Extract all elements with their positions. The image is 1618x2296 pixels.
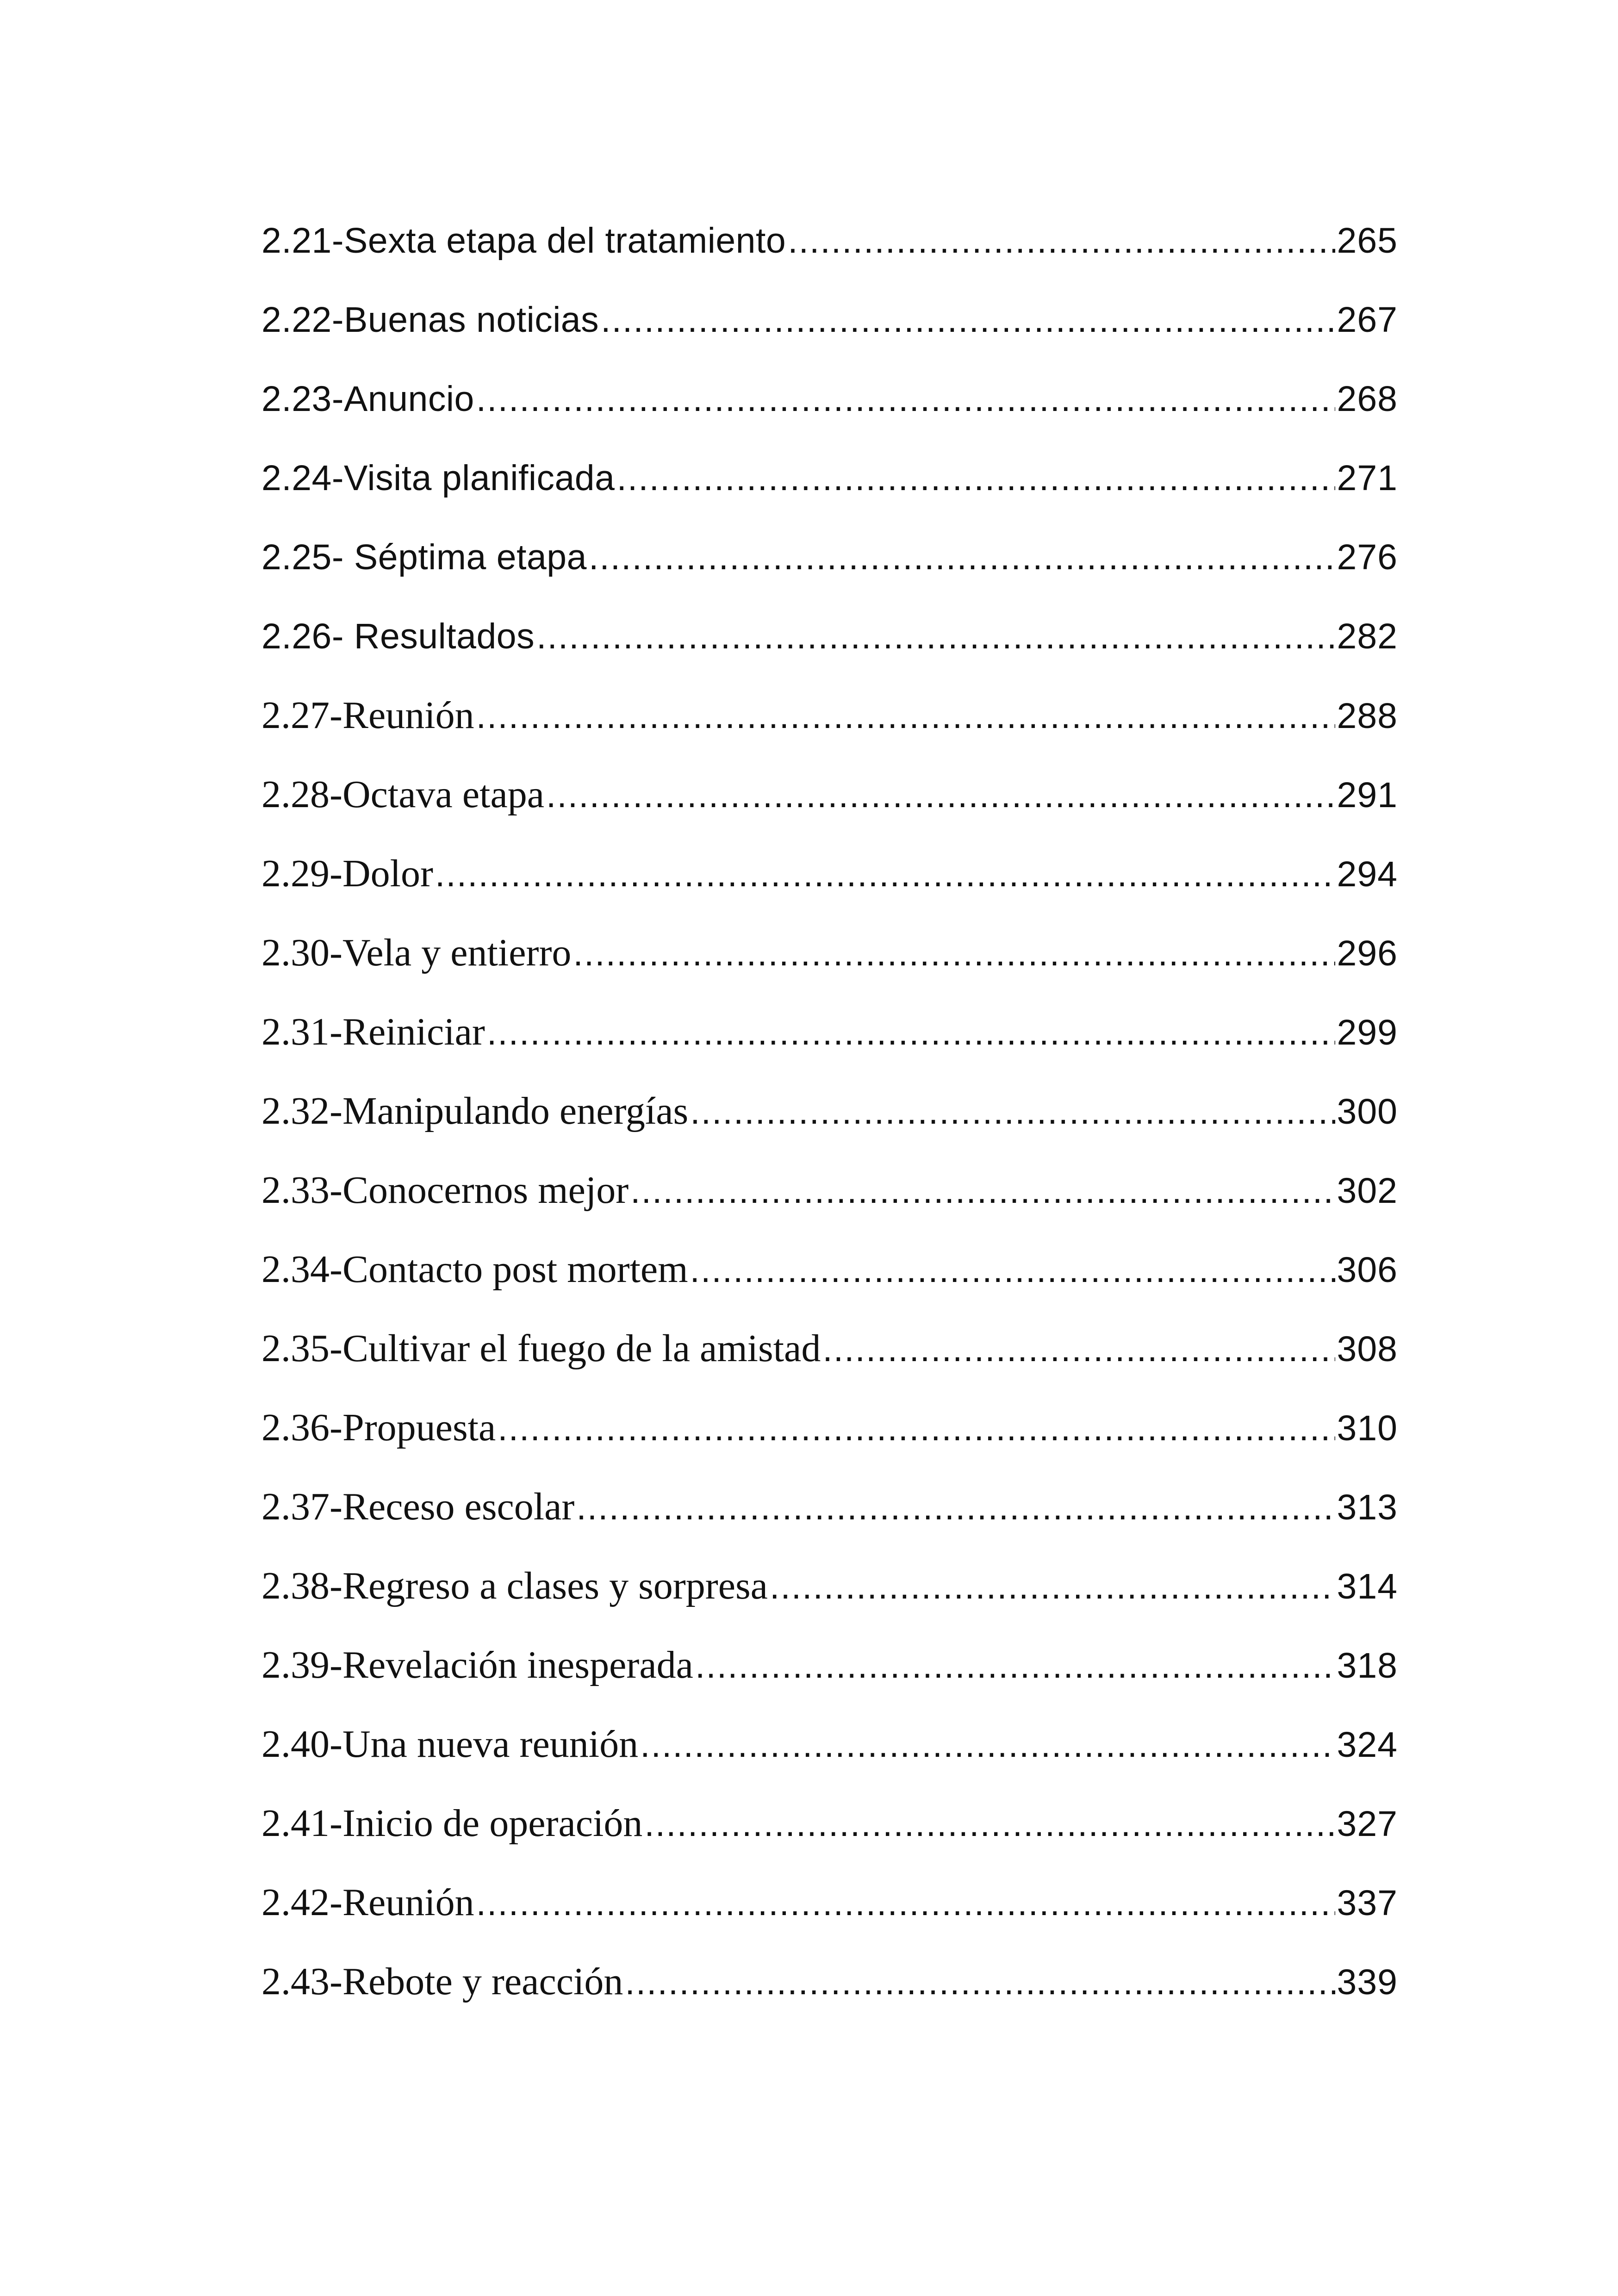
toc-entry-title: 2.21-Sexta etapa del tratamiento: [261, 221, 786, 261]
toc-dot-leader: [487, 1005, 1335, 1060]
toc-entry[interactable]: [261, 688, 1398, 767]
toc-dot-leader: [435, 846, 1335, 902]
toc-entry[interactable]: [261, 767, 1398, 846]
toc-entry[interactable]: [261, 925, 1398, 1004]
toc-entry-page: 324: [1337, 1725, 1398, 1765]
toc-entry-title: 2.34-Contacto post mortem: [261, 1248, 688, 1291]
toc-entry-page: 291: [1337, 775, 1398, 815]
toc-entry-page: 318: [1337, 1646, 1398, 1686]
toc-entry-page: 276: [1337, 537, 1398, 577]
toc-entry-title: 2.25- Séptima etapa: [261, 537, 587, 577]
toc-entry[interactable]: [261, 1717, 1398, 1796]
toc-entry[interactable]: [261, 529, 1398, 609]
toc-dot-leader: [690, 1084, 1335, 1139]
toc-entry-page: 271: [1337, 458, 1398, 498]
toc-entry[interactable]: [261, 1875, 1398, 1954]
toc-entry-page: 337: [1337, 1883, 1398, 1923]
toc-entry-page: 314: [1337, 1567, 1398, 1606]
toc-entry[interactable]: [261, 1400, 1398, 1479]
toc-entry[interactable]: [261, 213, 1398, 292]
toc-entry-page: 310: [1337, 1408, 1398, 1448]
toc-entry-page: 268: [1337, 379, 1398, 419]
toc-entry-title: 2.33-Conocernos mejor: [261, 1169, 629, 1212]
toc-dot-leader: [822, 1321, 1335, 1377]
toc-entry-page: 299: [1337, 1013, 1398, 1052]
toc-entry-page: 300: [1337, 1092, 1398, 1132]
toc-dot-leader: [476, 371, 1335, 427]
toc-dot-leader: [644, 1796, 1335, 1852]
toc-dot-leader: [601, 292, 1335, 348]
toc-entry-title: 2.37-Receso escolar: [261, 1485, 575, 1528]
toc-entry-title: 2.23-Anuncio: [261, 379, 474, 419]
toc-dot-leader: [616, 450, 1335, 506]
toc-entry-page: 313: [1337, 1487, 1398, 1527]
toc-entry-title: 2.40-Una nueva reunión: [261, 1723, 639, 1766]
toc-entry-title: 2.31-Reiniciar: [261, 1010, 485, 1053]
toc-dot-leader: [625, 1954, 1335, 2010]
toc-dot-leader: [630, 1163, 1335, 1219]
toc-entry[interactable]: [261, 371, 1398, 450]
toc-entry-page: 339: [1337, 1962, 1398, 2002]
toc-entry-page: 288: [1337, 696, 1398, 736]
toc-entry-page: 282: [1337, 616, 1398, 656]
toc-entry-page: 265: [1337, 221, 1398, 261]
toc-dot-leader: [498, 1400, 1335, 1456]
toc-dot-leader: [770, 1559, 1335, 1614]
toc-entry[interactable]: [261, 609, 1398, 688]
toc-entry-page: 267: [1337, 300, 1398, 340]
toc-entry-title: 2.27-Reunión: [261, 694, 474, 737]
toc-dot-leader: [476, 688, 1335, 744]
toc-dot-leader: [690, 1242, 1335, 1298]
toc-entry[interactable]: [261, 846, 1398, 925]
toc-entry-title: 2.24-Visita planificada: [261, 458, 615, 498]
toc-entry-title: 2.39-Revelación inesperada: [261, 1643, 693, 1686]
toc-entry-title: 2.41-Inicio de operación: [261, 1802, 643, 1845]
toc-entry[interactable]: [261, 1004, 1398, 1083]
toc-dot-leader: [695, 1638, 1335, 1693]
toc-entry-title: 2.36-Propuesta: [261, 1406, 496, 1449]
toc-entry[interactable]: [261, 1637, 1398, 1717]
toc-dot-leader: [536, 609, 1335, 664]
toc-entry-page: 306: [1337, 1250, 1398, 1290]
toc-entry-title: 2.42-Reunión: [261, 1881, 474, 1924]
toc-entry-title: 2.32-Manipulando energías: [261, 1089, 689, 1132]
toc-entry-title: 2.38-Regreso a clases y sorpresa: [261, 1564, 768, 1607]
toc-entry-title: 2.29-Dolor: [261, 852, 433, 895]
toc-entry-page: 296: [1337, 933, 1398, 973]
toc-entry[interactable]: [261, 1163, 1398, 1242]
toc-entry-title: 2.22-Buenas noticias: [261, 300, 599, 340]
toc-dot-leader: [576, 1480, 1335, 1535]
toc-dot-leader: [573, 926, 1335, 981]
toc-dot-leader: [788, 213, 1335, 268]
toc-entry[interactable]: [261, 1479, 1398, 1558]
toc-entry-title: 2.28-Octava etapa: [261, 773, 545, 816]
toc-dot-leader: [476, 1875, 1335, 1931]
toc-entry-page: 327: [1337, 1804, 1398, 1844]
toc-dot-leader: [589, 529, 1335, 585]
toc-entry-page: 308: [1337, 1329, 1398, 1369]
toc-entry[interactable]: [261, 1083, 1398, 1163]
toc-dot-leader: [640, 1717, 1335, 1773]
toc-entry[interactable]: [261, 1796, 1398, 1875]
toc-entry-page: 302: [1337, 1171, 1398, 1211]
toc-entry-title: 2.43-Rebote y reacción: [261, 1960, 623, 2003]
toc-entry-title: 2.35-Cultivar el fuego de la amistad: [261, 1327, 821, 1370]
toc-entry[interactable]: [261, 1242, 1398, 1321]
table-of-contents: [261, 213, 1398, 2033]
toc-entry-title: 2.30-Vela y entierro: [261, 931, 572, 974]
toc-entry-page: 294: [1337, 854, 1398, 894]
toc-entry[interactable]: [261, 1558, 1398, 1637]
toc-dot-leader: [546, 767, 1335, 823]
toc-entry[interactable]: [261, 1954, 1398, 2033]
toc-entry-title: 2.26- Resultados: [261, 616, 535, 656]
toc-entry[interactable]: [261, 450, 1398, 529]
toc-entry[interactable]: [261, 292, 1398, 371]
toc-entry[interactable]: [261, 1321, 1398, 1400]
